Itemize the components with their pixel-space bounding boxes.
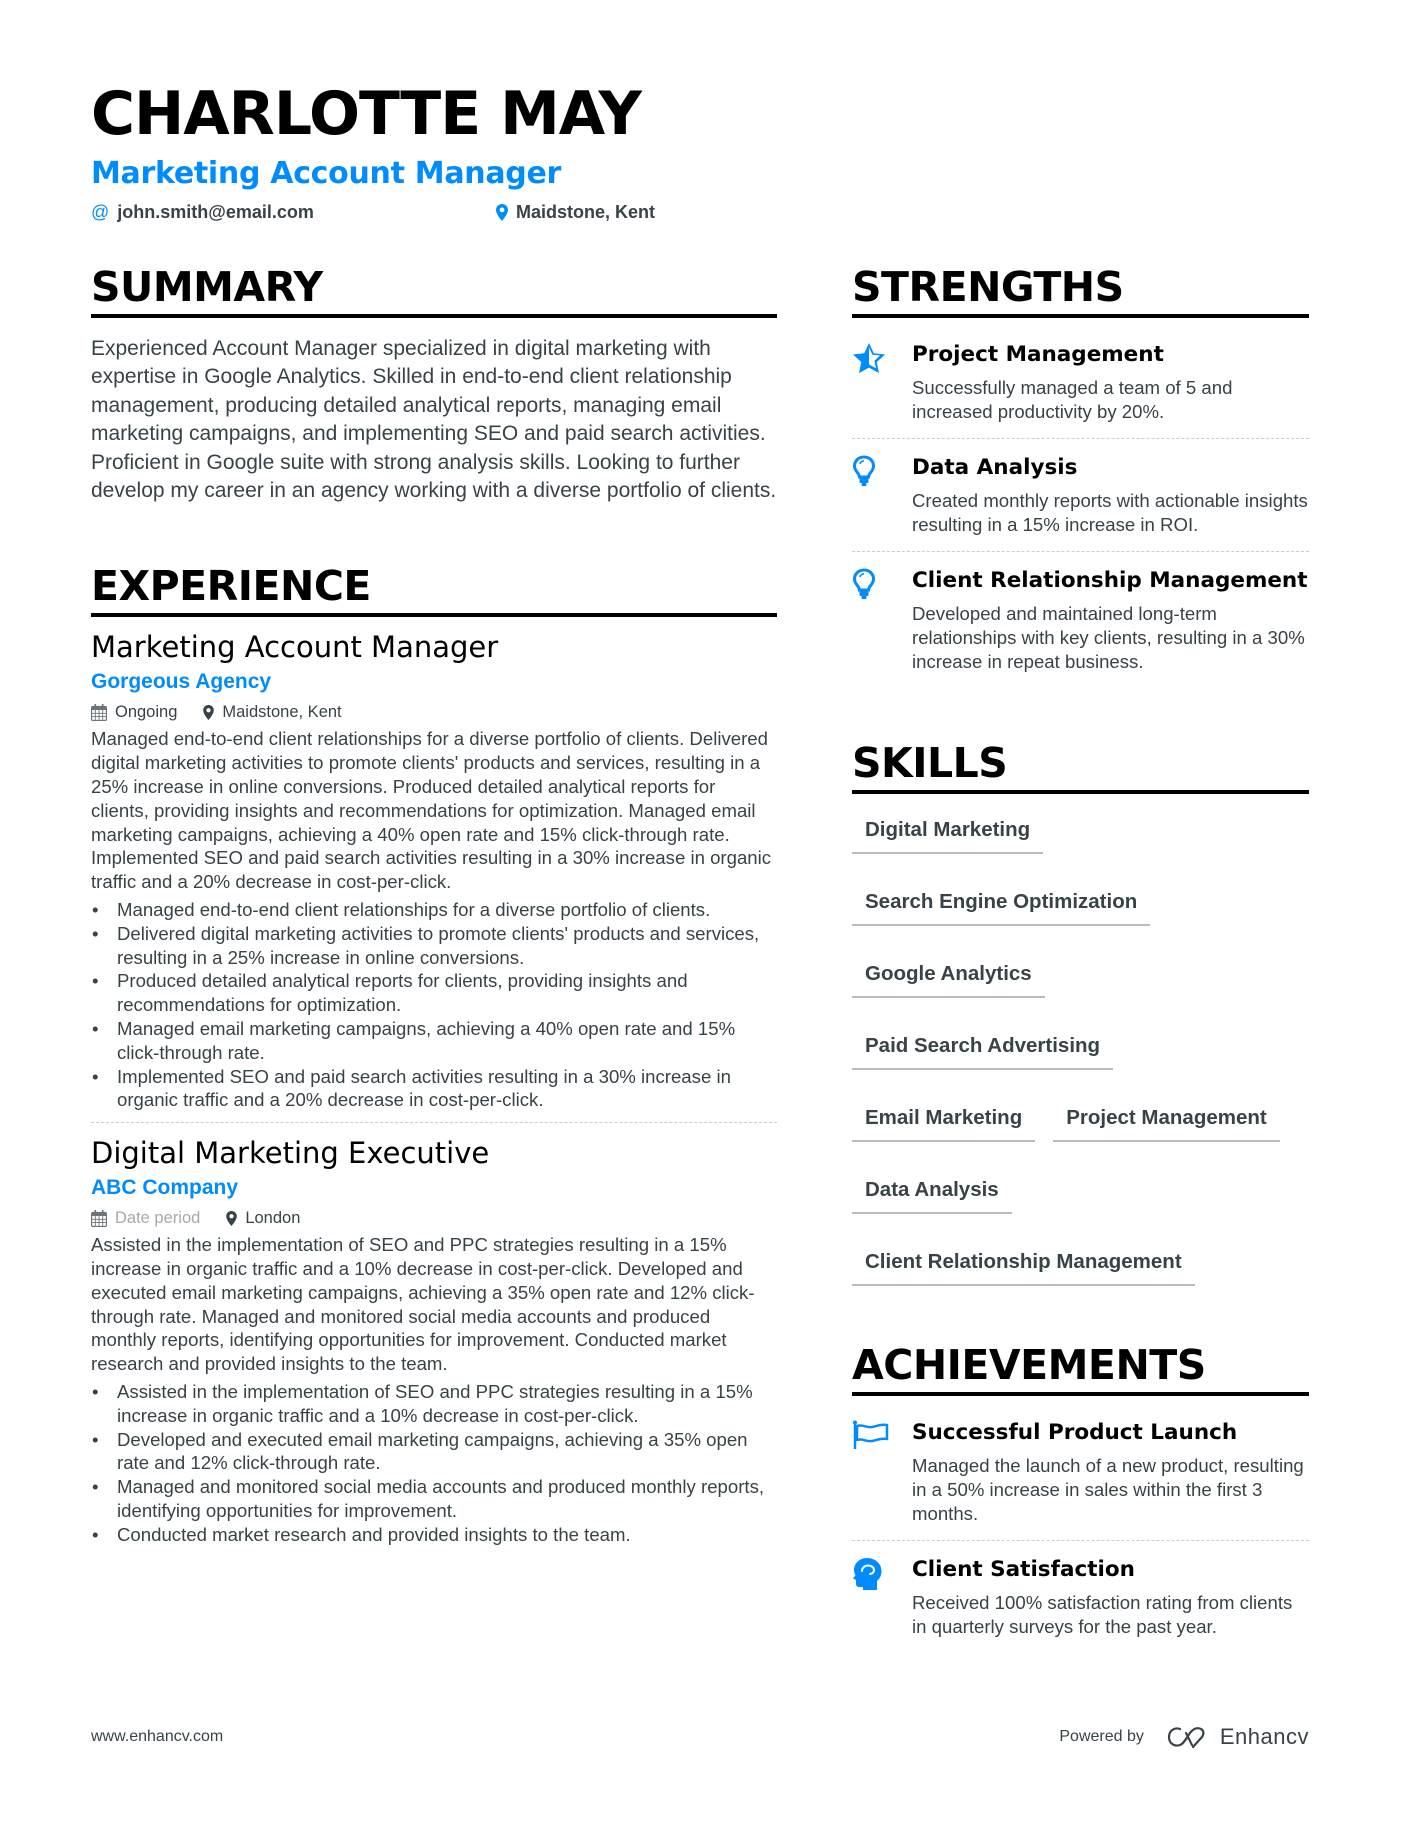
- job-title: Marketing Account Manager: [91, 630, 499, 665]
- job-bullets: [91, 898, 777, 1112]
- candidate-name: CHARLOTTE MAY: [91, 79, 641, 149]
- strength-title: Data Analysis: [912, 455, 1078, 480]
- job-entry: [91, 627, 777, 1122]
- achievement-title: Client Satisfaction: [912, 1557, 1135, 1582]
- bullet-item: • Implemented SEO and paid search activities resulting in a 30% increase in organic traffic and a 20% decrease in cost-per-click.: [91, 1065, 777, 1113]
- brand-name: Enhancv: [1219, 1724, 1309, 1749]
- company-name: Gorgeous Agency: [91, 670, 272, 694]
- candidate-role: Marketing Account Manager: [91, 156, 561, 191]
- strength-description: Created monthly reports with actionable insights resulting in a 15% increase in ROI.: [912, 490, 1308, 535]
- powered-by-label: Powered by: [1059, 1728, 1144, 1745]
- skills-list: [852, 810, 1309, 1286]
- strength-item: [852, 552, 1309, 688]
- map-pin-icon: [496, 204, 508, 221]
- bullet-item: • Managed email marketing campaigns, achieving a 40% open rate and 15% click-through rate.: [91, 1017, 777, 1065]
- strengths-heading: STRENGTHS: [852, 262, 1309, 318]
- job-meta: [91, 1205, 777, 1231]
- at-icon: @: [91, 202, 110, 222]
- bullet-item: • Produced detailed analytical reports for clients, providing insights and recommendations for optimization.: [91, 969, 777, 1017]
- achievement-description: Managed the launch of a new product, resulting in a 50% increase in sales within the first 3 months.: [912, 1455, 1304, 1524]
- skill-tag: Data Analysis: [852, 1170, 1012, 1214]
- enhancv-logo-icon: [1166, 1725, 1210, 1749]
- skill-tag: Project Management: [1053, 1098, 1280, 1142]
- achievement-description: Received 100% satisfaction rating from clients in quarterly surveys for the past year.: [912, 1592, 1293, 1637]
- summary-heading: SUMMARY: [91, 262, 777, 318]
- bullet-item: • Developed and executed email marketing campaigns, achieving a 35% open rate and 12% click-through rate.: [91, 1428, 777, 1476]
- flag-icon: [852, 1420, 890, 1450]
- job-date: [91, 1205, 200, 1231]
- job-description: Managed end-to-end client relationships for a diverse portfolio of clients. Delivered digital marketing activities to promote clients' products and services, resulting in a 25% increase in online conversions. Produced detailed analytical reports for clients, providing insights and recommendations for optimization. Managed email marketing campaigns, achieving a 40% open rate and 15% click-through rate. Implemented SEO and paid search activities resulting in a 30% increase in organic traffic and a 20% decrease in cost-per-click.: [91, 728, 772, 893]
- job-entry: [91, 1122, 777, 1556]
- enhancv-logo[interactable]: [1166, 1724, 1309, 1750]
- strength-description: Developed and maintained long-term relationships with key clients, resulting in a 30% increase in repeat business.: [912, 603, 1305, 672]
- bullet-item: • Managed and monitored social media accounts and produced monthly reports, identifying opportunities for improvement.: [91, 1475, 777, 1523]
- bullet-item: • Delivered digital marketing activities to promote clients' products and services, resulting in a 25% increase in online conversions.: [91, 922, 777, 970]
- strength-item: [852, 326, 1309, 439]
- strengths-list: [852, 326, 1309, 688]
- achievement-item: [852, 1541, 1309, 1653]
- job-location: [226, 1205, 300, 1231]
- achievements-list: [852, 1404, 1309, 1653]
- lightbulb-icon: [852, 455, 876, 487]
- strength-title: Project Management: [912, 342, 1164, 367]
- left-column: [91, 262, 777, 1557]
- job-meta: [91, 699, 777, 725]
- strength-description: Successfully managed a team of 5 and increased productivity by 20%.: [912, 377, 1233, 422]
- location-text: Maidstone, Kent: [222, 703, 342, 722]
- lightbulb-icon: [852, 568, 876, 600]
- skills-heading: SKILLS: [852, 738, 1309, 794]
- skill-tag: Email Marketing: [852, 1098, 1035, 1142]
- achievements-heading: ACHIEVEMENTS: [852, 1340, 1309, 1396]
- email-text: john.smith@email.com: [117, 202, 314, 222]
- experience-heading: EXPERIENCE: [91, 561, 777, 617]
- job-bullets: [91, 1380, 777, 1547]
- date-text: Ongoing: [115, 703, 178, 722]
- right-column: [852, 262, 1309, 1653]
- company-name: ABC Company: [91, 1176, 239, 1200]
- footer: [91, 1722, 1309, 1752]
- star-icon: [852, 342, 886, 374]
- skill-tag: Google Analytics: [852, 954, 1045, 998]
- location-text: London: [245, 1209, 301, 1228]
- bullet-item: • Managed end-to-end client relationships for a diverse portfolio of clients.: [91, 898, 777, 922]
- summary-text: Experienced Account Manager specialized in digital marketing with expertise in Google Analytics. Skilled in end-to-end client relationship management, producing detailed analytical reports, managing email marketing campaigns, and implementing SEO and paid search activities. Proficient in Google suite with strong analysis skills. Looking to further develop my career in an agency working with a diverse portfolio of clients.: [91, 337, 777, 503]
- achievement-title: Successful Product Launch: [912, 1420, 1238, 1445]
- contact-location: [496, 202, 655, 223]
- location-text: Maidstone, Kent: [516, 202, 656, 222]
- achievement-item: [852, 1404, 1309, 1541]
- job-description: Assisted in the implementation of SEO and PPC strategies resulting in a 15% increase in organic traffic and a 10% decrease in cost-per-click. Developed and executed email marketing campaigns, achieving a 35% open rate and 12% click-through rate. Managed and monitored social media accounts and produced monthly reports, identifying opportunities for improvement. Conducted market research and provided insights to the team.: [91, 1234, 755, 1375]
- skill-tag: Digital Marketing: [852, 810, 1043, 854]
- skill-tag: Client Relationship Management: [852, 1242, 1195, 1286]
- contact-row: [91, 202, 1311, 230]
- job-title: Digital Marketing Executive: [91, 1136, 490, 1171]
- map-pin-icon: [226, 1211, 237, 1226]
- calendar-icon: [91, 1210, 107, 1227]
- website-link[interactable]: www.enhancv.com: [91, 1728, 224, 1745]
- calendar-icon: [91, 704, 107, 721]
- powered-by: [1059, 1724, 1309, 1750]
- job-location: [203, 699, 341, 725]
- contact-email[interactable]: [91, 202, 314, 223]
- job-date: [91, 699, 177, 725]
- date-text: Date period: [115, 1209, 201, 1228]
- skill-tag: Paid Search Advertising: [852, 1026, 1113, 1070]
- resume-header: [91, 76, 1311, 230]
- skill-tag: Search Engine Optimization: [852, 882, 1150, 926]
- head-icon: [852, 1557, 882, 1591]
- bullet-item: • Assisted in the implementation of SEO and PPC strategies resulting in a 15% increase in organic traffic and a 10% decrease in cost-per-click.: [91, 1380, 777, 1428]
- bullet-item: • Conducted market research and provided insights to the team.: [91, 1523, 777, 1547]
- map-pin-icon: [203, 705, 214, 720]
- strength-item: [852, 439, 1309, 552]
- strength-title: Client Relationship Management: [912, 568, 1308, 593]
